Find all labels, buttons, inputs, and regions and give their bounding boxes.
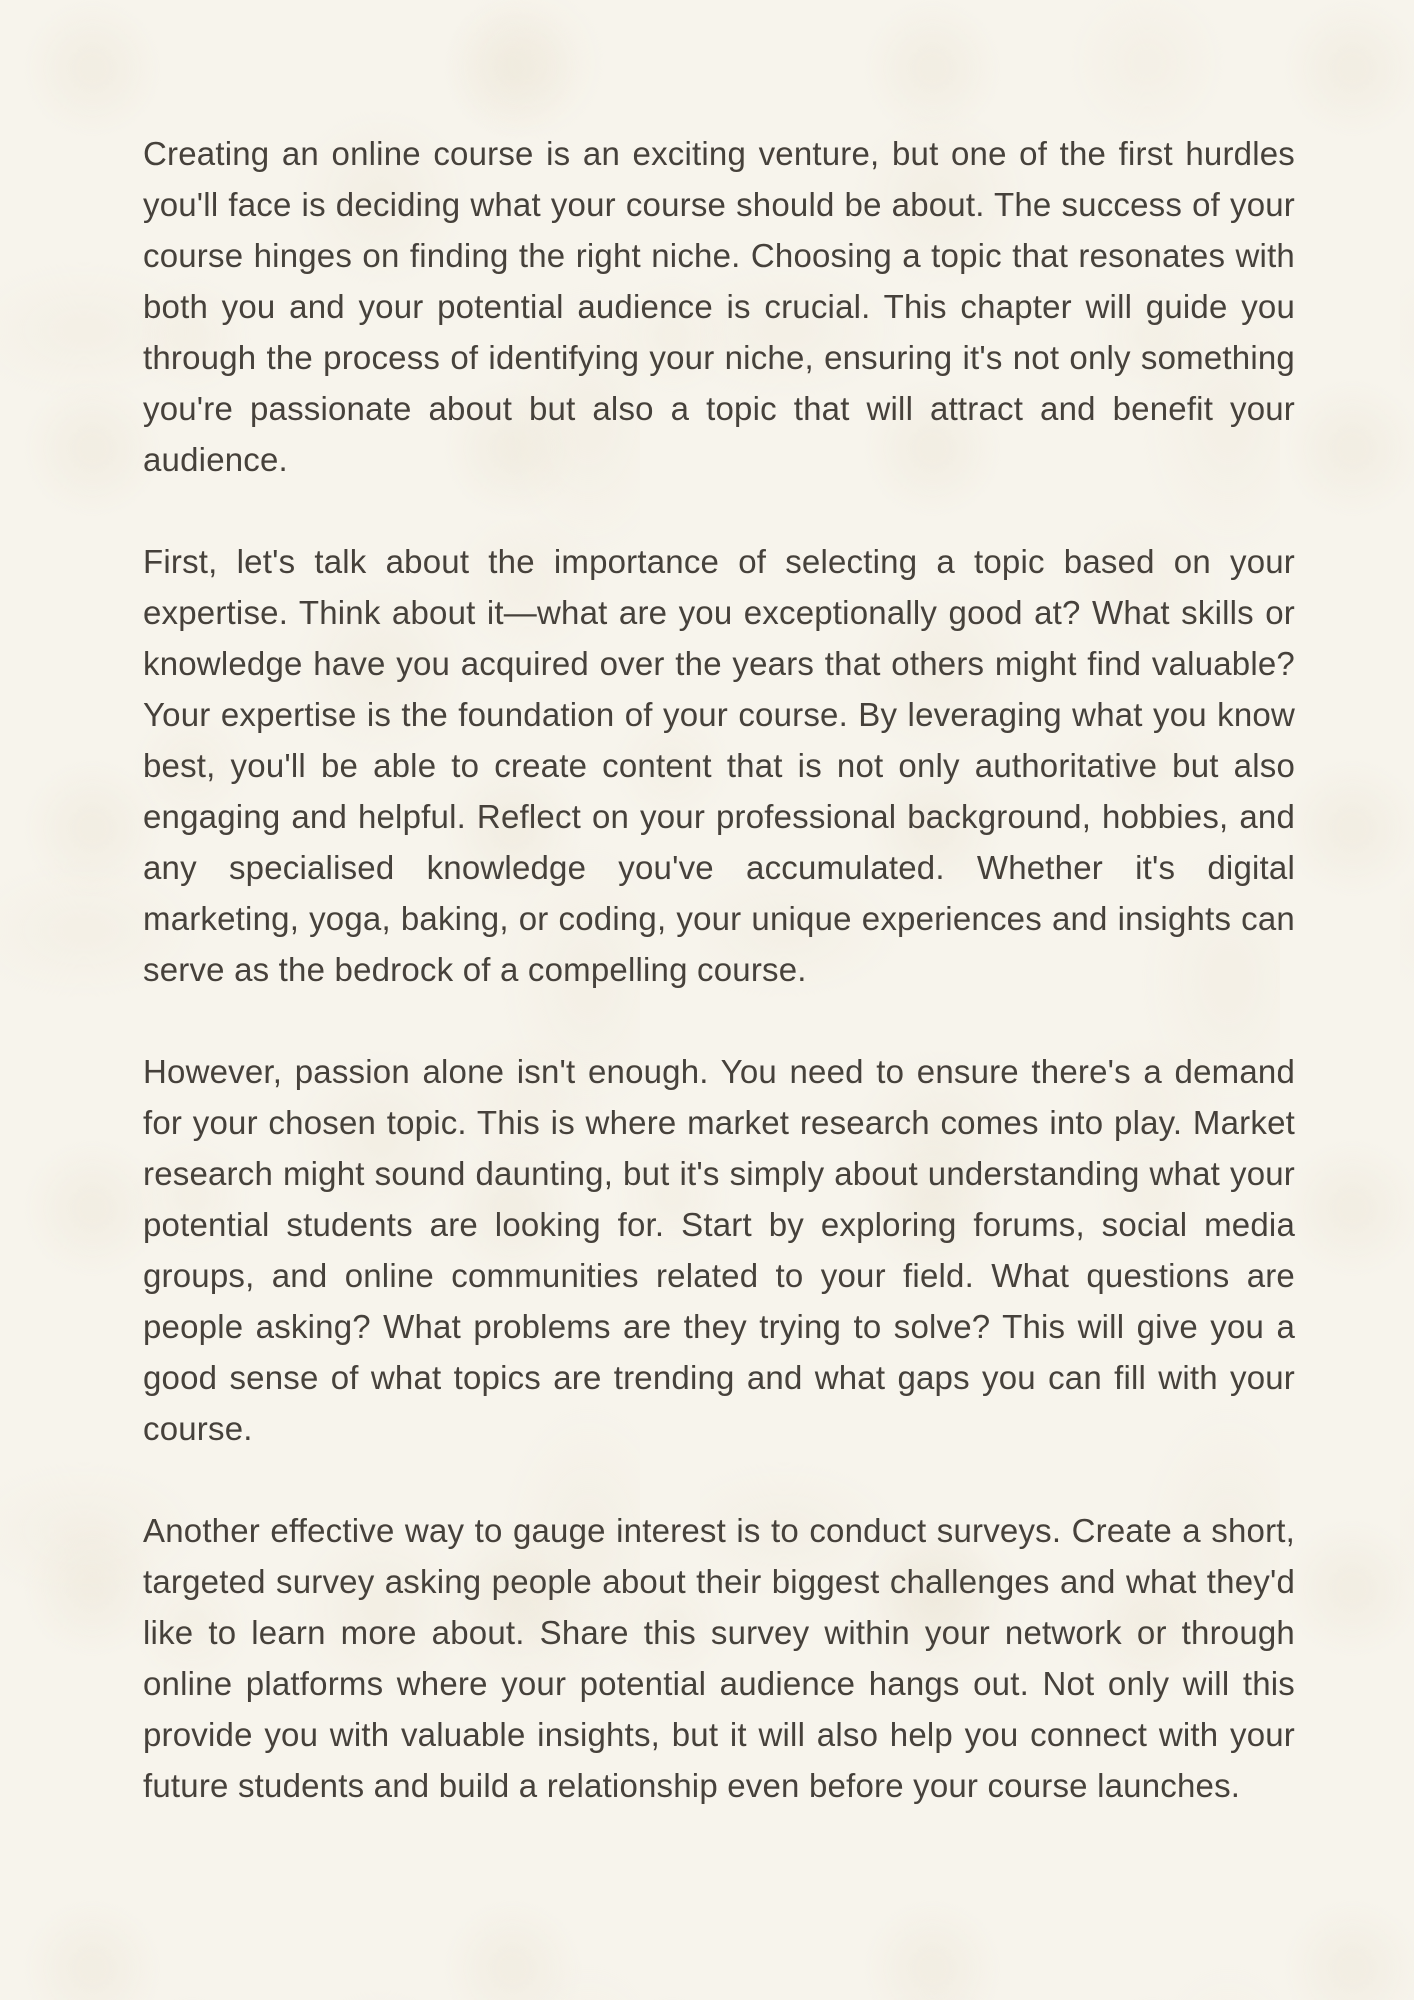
text-column <box>143 128 1295 1811</box>
paragraph: First, let's talk about the importance of selecting a topic based on your expertise. Think about it—what are you exceptionally good at? What skills or knowledge have you acquired over the years that others might find valuable? Your expertise is the foundation of your course. By leveraging what you know best, you'll be able to create content that is not only authoritative but also engaging and helpful. Reflect on your professional background, hobbies, and any specialised knowledge you've accumulated. Whether it's digital marketing, yoga, baking, or coding, your unique experiences and insights can serve as the bedrock of a compelling course. <box>143 543 1295 988</box>
paragraph: Another effective way to gauge interest is to conduct surveys. Create a short, targeted survey asking people about their biggest challenges and what they'd like to learn more about. Share this survey within your network or through online platforms where your potential audience hangs out. Not only will this provide you with valuable insights, but it will also help you connect with your future students and build a relationship even before your course launches. <box>143 1512 1295 1804</box>
paragraph: Creating an online course is an exciting venture, but one of the first hurdles you'll face is deciding what your course should be about. The success of your course hinges on finding the right niche. Choosing a topic that resonates with both you and your potential audience is crucial. This chapter will guide you through the process of identifying your niche, ensuring it's not only something you're passionate about but also a topic that will attract and benefit your audience. <box>143 135 1295 478</box>
paragraph: However, passion alone isn't enough. You need to ensure there's a demand for your chosen topic. This is where market research comes into play. Market research might sound daunting, but it's simply about understanding what your potential students are looking for. Start by exploring forums, social media groups, and online communities related to your field. What questions are people asking? What problems are they trying to solve? This will give you a good sense of what topics are trending and what gaps you can fill with your course. <box>143 1053 1295 1447</box>
